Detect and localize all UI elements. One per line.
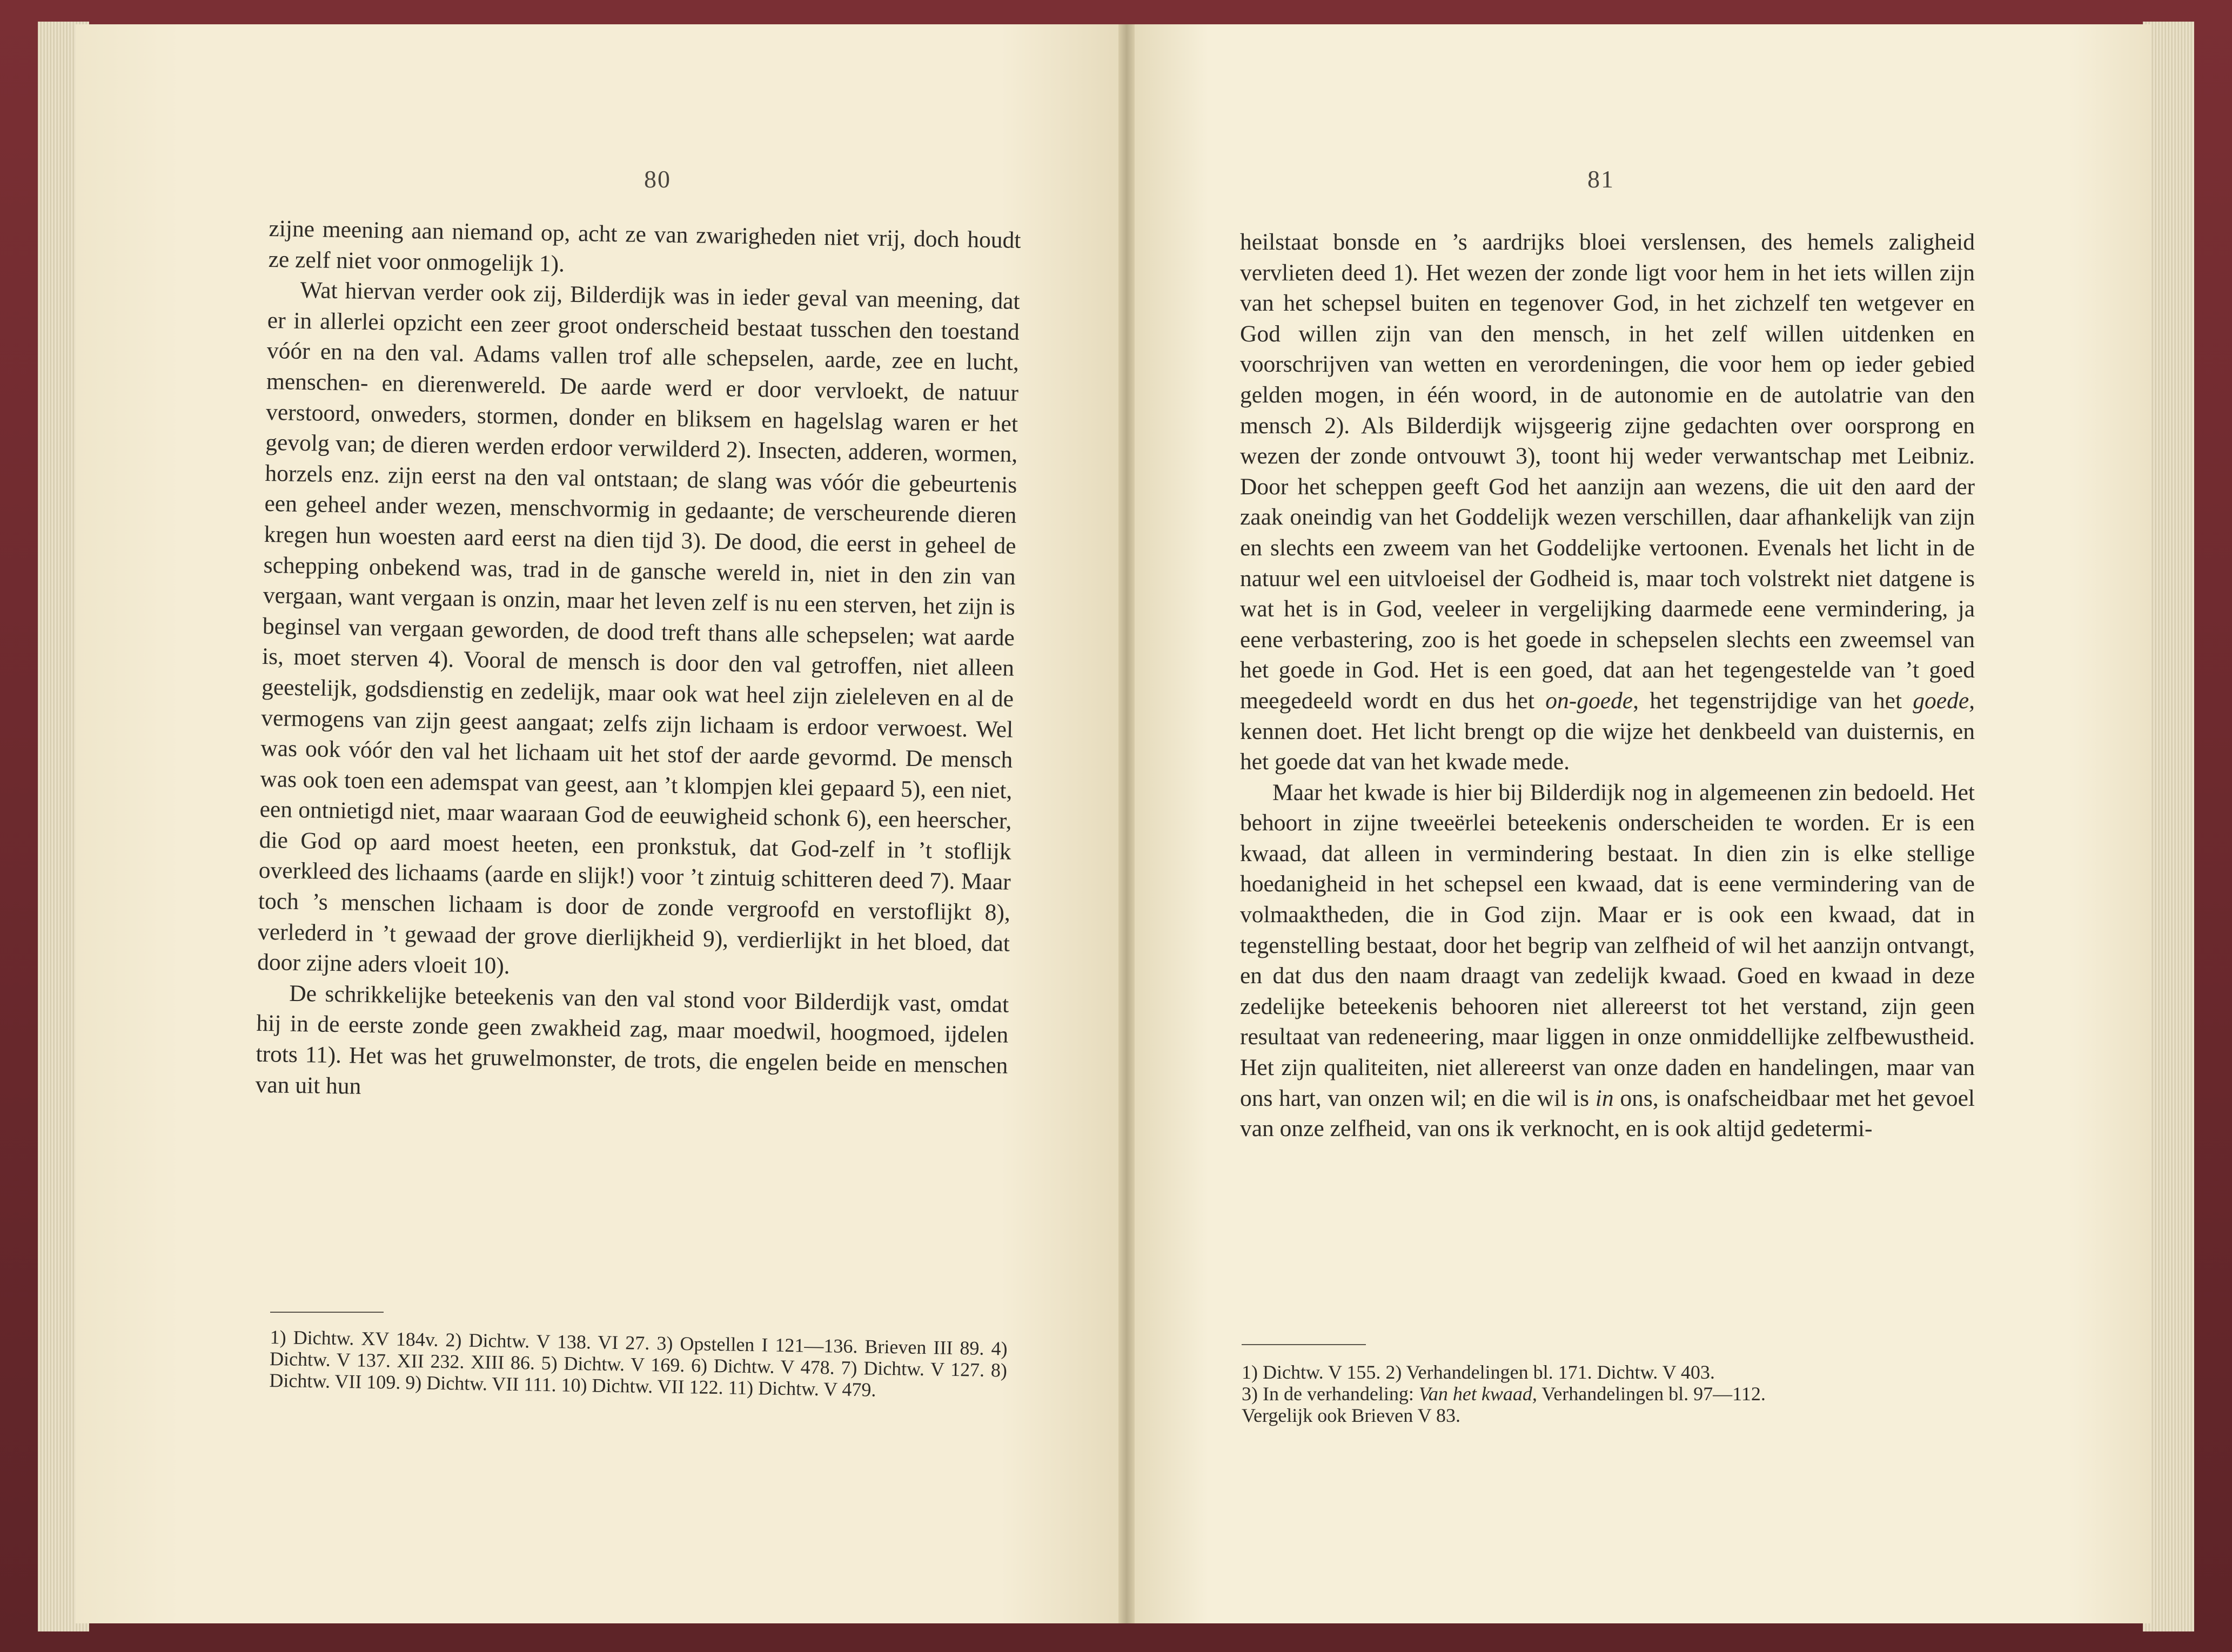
book-gutter bbox=[1118, 24, 1135, 1623]
right-footnote-rule bbox=[1242, 1344, 1366, 1345]
left-body-text bbox=[255, 213, 1021, 1112]
right-paragraph-2 bbox=[1240, 777, 1975, 1144]
left-paragraph-1: zijne meening aan niemand op, acht ze van zwarigheden niet vrij, doch houdt ze zelf niet voor onmogelijk 1). bbox=[268, 215, 1021, 277]
right-paragraph-1 bbox=[1240, 227, 1975, 777]
right-paragraph-2-end: ons, is onafscheidbaar met het gevoel van onze zelfheid, van ons ik verknocht, en is ook altijd gedetermi- bbox=[1240, 1085, 1975, 1142]
right-paragraph-1-cont: , het tegenstrijdige van het bbox=[1633, 687, 1902, 714]
page-number-right: 81 bbox=[1587, 165, 1614, 193]
left-footnotes bbox=[269, 1326, 1008, 1402]
in-italic: in bbox=[1595, 1085, 1614, 1111]
on-goede-italic: on-goede bbox=[1545, 687, 1633, 714]
right-body-text bbox=[1240, 227, 1975, 1144]
right-footnotes bbox=[1242, 1361, 1976, 1426]
right-footnote-line-2-prefix: 3) In de verhandeling: bbox=[1242, 1383, 1414, 1405]
right-footnote-line-1: 1) Dichtw. V 155. 2) Verhandelingen bl. 171. Dichtw. V 403. bbox=[1242, 1361, 1715, 1383]
page-edges-right bbox=[2143, 22, 2194, 1631]
right-footnote-line-3: Vergelijk ook Brieven V 83. bbox=[1242, 1405, 1460, 1426]
goede-italic: goede, bbox=[1913, 687, 1975, 714]
right-footnote-line-2-title: Van het kwaad, bbox=[1418, 1383, 1537, 1405]
right-paragraph-1-end: kennen doet. Het licht brengt op die wijze het denkbeeld van duisternis, en het goede dat van het kwade mede. bbox=[1240, 718, 1975, 775]
left-footnote-rule bbox=[270, 1312, 384, 1313]
right-paragraph-1-text: heilstaat bonsde en ’s aardrijks bloei verslensen, des hemels zaligheid vervlieten deed 1). Het wezen der zonde ligt voor hem in het iets willen zijn van het schepsel buiten en tegenover God, in het zichzelf ten wetgever en God willen zijn van den mensch, in het zelf willen uitdenken en voorschrijven van wetten en verordeningen, die voor hem op ieder gebied gelden mogen, in één woord, in de autonomie en de autolatrie van den mensch 2). Als Bilderdijk wijsgeerig zijne gedachten over oorsprong en wezen der zonde ontvouwt 3), toont hij weder verwantschap met Leibniz. Door het scheppen geeft God het aanzijn aan wezens, die uit den aard der zaak oneindig van het Goddelijk wezen verschillen, daar afhankelijk van zijn en slechts een zweem van het Goddelijke vertoonen. Evenals het licht in de natuur wel een uitvloeisel der Godheid is, maar toch volstrekt niet datgene is wat het is in God, veeleer in vergelijking daarmede eene vermindering, ja eene verbastering, zoo is het goede in schepselen slechts een zweemsel van het goede in God. Het is een goed, dat aan het tegengestelde van ’t goed meegedeeld wordt en dus het bbox=[1240, 229, 1975, 714]
right-footnote-line-2-suffix: Verhandelingen bl. 97—112. bbox=[1541, 1383, 1766, 1405]
left-paragraph-3: De schrikkelijke beteekenis van den val stond voor Bilderdijk vast, omdat hij in de eerste zonde geen zwakheid zag, maar moedwil, hoogmoed, ijdelen trots 11). Het was het gruwelmonster, de trots, die engelen beide en menschen van uit hun bbox=[255, 980, 1009, 1099]
left-footnotes-text: 1) Dichtw. XV 184v. 2) Dichtw. V 138. VI 27. 3) Opstellen I 121—136. Brieven III 89. 4) Dichtw. V 137. XII 232. XIII 86. 5) Dichtw. V 169. 6) Dichtw. V 478. 7) Dichtw. V 127. 8) Dichtw. VII 109. 9) Dichtw. VII 111. 10) Dichtw. VII 122. 11) Dichtw. V 479. bbox=[269, 1326, 1008, 1401]
page-number-left: 80 bbox=[644, 165, 671, 193]
right-paragraph-2-text: Maar het kwade is hier bij Bilderdijk nog in algemeenen zin bedoeld. Het behoort in zijne tweeërlei beteekenis onderscheiden te worden. Er is een kwaad, dat alleen in vermindering bestaat. In dien zin is elke stellige hoedanigheid in het schepsel een kwaad, dat is eene vermindering van de volmaaktheden, die in God zijn. Maar er is ook een kwaad, dat in tegenstelling bestaat, door het begrip van zelfheid of wil het aanzijn ontvangt, en dat dus den naam draagt van zedelijk kwaad. Goed en kwaad in deze zedelijke beteekenis behooren niet allereerst tot het verstand, zijn geen resultaat van redeneering, maar liggen in onze onmiddellijke zelfbewustheid. Het zijn qualiteiten, niet allereerst van onze daden en handelingen, maar van ons hart, van onzen wil; en die wil is bbox=[1240, 779, 1975, 1111]
left-paragraph-2: Wat hiervan verder ook zij, Bilderdijk was in ieder geval van meening, dat er in allerlei opzicht een zeer groot onderscheid bestaat tusschen den toestand vóór en na den val. Adams vallen trof alle schepselen, aarde, zee en lucht, menschen- en dierenwereld. De aarde werd er door vervloekt, de natuur verstoord, onweders, stormen, donder en bliksem en hagelslag waren er het gevolg van; de dieren werden erdoor verwilderd 2). Insecten, adderen, wormen, horzels enz. zijn eerst na den val ontstaan; de slang was vóór die gebeurtenis een geheel ander wezen, menschvormig in gedaante; de verscheurende dieren kregen hun woesten aard eerst na dien tijd 3). De dood, die eerst in geheel de schepping onbekend was, trad in de gansche wereld in, niet in den zin van vergaan, want vergaan is onzin, maar het leven zelf is nu een sterven, het zijn is beginsel van vergaan geworden, de dood treft thans alle schepselen; wat aarde is, moet sterven 4). Vooral de mensch is door den val getroffen, niet alleen geestelijk, godsdienstig en zedelijk, maar ook wat heel zijn zieleleven en al de vermogens van zijn geest aangaat; zelfs zijn lichaam is erdoor verwoest. Wel was ook vóór den val het lichaam uit het stof der aarde gevormd. De mensch was ook toen een ademspat van geest, aan ’t klompjen klei gepaard 5), een niet, een ontnietigd niet, maar waaraan God de eeuwigheid schonk 6), een heerscher, die God op aard moest heeten, een pronkstuk, dat God-zelf in ’t stoflijk overkleed des lichaams (aarde en slijk!) voor ’t zintuig schitteren deed 7). Maar toch ’s menschen lichaam is door de zonde vergroofd en verstoflijkt 8), verlederd in ’t gewaad der grove dierlijkheid 9), verdierlijkt in het bloed, dat door zijne aders vloeit 10). bbox=[257, 277, 1020, 979]
right-footnote-line-2 bbox=[1242, 1383, 1976, 1405]
